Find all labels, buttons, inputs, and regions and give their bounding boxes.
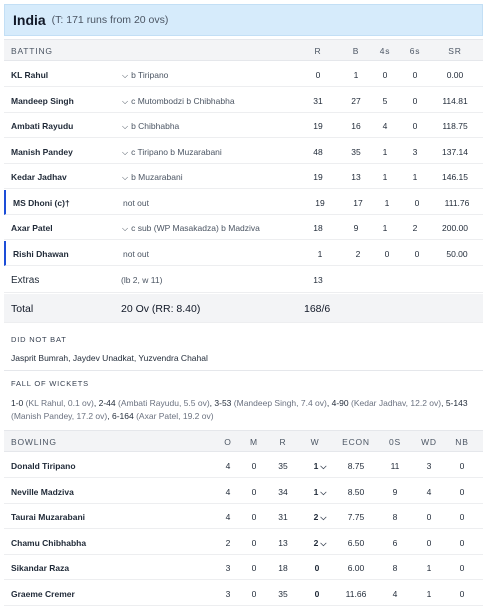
batter-row[interactable]: [4, 215, 483, 240]
dismissal-text[interactable]: [121, 70, 168, 81]
total-overs: 20 Ov (RR: 8.40): [121, 303, 201, 315]
dismissal-label: c Mutombodzi b Chibhabha: [131, 95, 235, 106]
batter-fours: 1: [382, 146, 388, 157]
bowler-economy: 6.50: [347, 537, 365, 548]
batter-sixes: 0: [412, 70, 418, 80]
batter-fours: 5: [382, 95, 388, 106]
bowler-wides: 0: [426, 537, 432, 548]
batter-name[interactable]: KL Rahul: [11, 70, 49, 80]
bowler-no-balls: 0: [459, 486, 465, 497]
batter-runs: 19: [315, 197, 325, 208]
fall-of-wickets-title: FALL OF WICKETS: [11, 379, 89, 388]
bowler-economy: 7.75: [347, 512, 365, 523]
dismissal-label: not out: [123, 248, 149, 259]
batter-strike-rate: 200.00: [442, 223, 468, 233]
bowler-row[interactable]: [4, 479, 483, 504]
col-fours: 4s: [379, 46, 391, 56]
extras-label: Extras: [11, 275, 40, 286]
bowler-no-balls: 0: [459, 589, 465, 599]
bowler-maidens: 0: [251, 537, 257, 548]
wickets-value: 0: [314, 563, 320, 574]
batter-runs: 18: [313, 223, 323, 233]
bowler-wickets: [297, 589, 337, 599]
batter-strike-rate: 118.75: [442, 121, 468, 131]
batter-balls: 1: [353, 70, 359, 80]
bowler-dots: 8: [392, 563, 398, 574]
batter-name[interactable]: Kedar Jadhav: [11, 172, 67, 182]
batter-runs: 31: [313, 95, 323, 106]
wicket-item: 3-53 (Mandeep Singh, 7.4 ov),: [214, 398, 332, 408]
bowler-wides: 3: [426, 461, 432, 471]
extras-value: 13: [313, 275, 323, 285]
batter-sixes: 0: [412, 95, 418, 106]
bowler-overs: 4: [225, 486, 231, 497]
wicket-detail: (Axar Patel, 19.2 ov): [136, 411, 214, 421]
dismissal-text[interactable]: [121, 172, 183, 183]
extras-detail: (lb 2, w 11): [121, 275, 163, 285]
chevron-down-icon[interactable]: ⌵: [122, 224, 129, 233]
col-maidens: M: [250, 437, 258, 447]
batter-strike-rate: 111.76: [444, 197, 470, 208]
bowler-no-balls: 0: [459, 461, 465, 471]
col-no-balls: NB: [455, 437, 469, 447]
batter-sixes: 0: [412, 121, 418, 131]
wicket-score: 5-143: [445, 398, 468, 408]
bowler-row[interactable]: [4, 555, 483, 580]
batter-name[interactable]: Rishi Dhawan: [13, 248, 69, 259]
bowling-header: [4, 430, 483, 452]
chevron-down-icon[interactable]: ⌵: [122, 147, 129, 157]
did-not-bat-players: Jasprit Bumrah, Jaydev Unadkat, Yuzvendra Chahal: [11, 353, 208, 363]
batting-title: BATTING: [11, 46, 53, 56]
wickets-value: 0: [314, 589, 320, 599]
batter-sixes: 2: [412, 223, 418, 233]
team-name: India: [13, 12, 46, 28]
wicket-score: 6-164: [111, 411, 134, 421]
batter-row[interactable]: [4, 164, 483, 189]
wicket-detail: (Ambati Rayudu, 5.5 ov): [118, 398, 210, 408]
bowler-overs: 2: [225, 537, 231, 548]
batter-fours: 1: [384, 197, 390, 208]
batter-fours: 4: [382, 121, 388, 131]
batter-balls: 16: [351, 121, 361, 131]
dismissal-text[interactable]: [121, 121, 179, 132]
batter-strike-rate: 146.15: [442, 172, 468, 182]
bowler-overs: 3: [225, 589, 231, 599]
fall-of-wickets-list: [11, 397, 479, 423]
chevron-down-icon[interactable]: ⌵: [320, 462, 327, 471]
batter-name[interactable]: Axar Patel: [11, 223, 53, 233]
batter-name[interactable]: Ambati Rayudu: [11, 121, 74, 131]
batter-name[interactable]: Mandeep Singh: [11, 95, 74, 106]
chevron-down-icon[interactable]: ⌵: [122, 71, 129, 80]
dismissal-label: b Chibhabha: [131, 121, 180, 131]
total-label: Total: [11, 303, 34, 315]
dismissal-text: [123, 198, 149, 208]
batter-balls: 27: [351, 95, 361, 106]
wicket-item: [112, 411, 214, 421]
dismissal-label: c sub (WP Masakadza) b Madziva: [131, 223, 260, 233]
batter-sixes: 0: [414, 197, 420, 208]
batter-fours: 0: [384, 248, 390, 259]
bowler-maidens: 0: [251, 589, 257, 599]
dismissal-text[interactable]: [121, 223, 260, 234]
bowler-economy: 11.66: [345, 589, 367, 599]
col-wickets: W: [310, 437, 320, 447]
batter-runs: 48: [313, 146, 323, 157]
col-dots: 0S: [389, 437, 401, 447]
wickets-value: 2: [313, 537, 319, 548]
bowler-name[interactable]: Taurai Muzarabani: [11, 512, 85, 523]
batter-balls: 13: [351, 172, 361, 182]
wicket-item: 5-143 (Manish Pandey, 17.2 ov),: [11, 398, 468, 421]
batter-strike-rate: 0.00: [446, 70, 464, 80]
batter-strike-rate: 114.81: [442, 95, 468, 106]
batter-row[interactable]: [4, 190, 483, 215]
extras-row: [4, 268, 483, 293]
bowler-wickets[interactable]: [300, 538, 340, 549]
bowler-wickets: [297, 563, 337, 573]
bowler-dots: 8: [392, 512, 398, 523]
wicket-item: 2-44 (Ambati Rayudu, 5.5 ov),: [98, 398, 215, 408]
bowler-no-balls: 0: [459, 563, 465, 574]
col-runs-conceded: R: [279, 437, 287, 447]
batter-name[interactable]: Manish Pandey: [11, 146, 73, 157]
batter-fours: 1: [382, 172, 388, 182]
batter-balls: 35: [351, 146, 361, 157]
wicket-score: 1-0: [11, 398, 24, 408]
chevron-down-icon[interactable]: ⌵: [122, 96, 129, 106]
chevron-down-icon[interactable]: ⌵: [320, 487, 327, 497]
bowler-row[interactable]: [4, 581, 483, 606]
bowler-row[interactable]: [4, 453, 483, 478]
col-balls: B: [352, 46, 360, 56]
wicket-score: 3-53: [214, 398, 232, 408]
batter-balls: 9: [353, 223, 359, 233]
chevron-down-icon[interactable]: ⌵: [122, 173, 129, 182]
bowler-runs: 13: [278, 537, 288, 548]
chevron-down-icon[interactable]: ⌵: [122, 122, 129, 131]
batter-runs: 1: [317, 248, 323, 259]
chevron-down-icon[interactable]: ⌵: [320, 513, 327, 523]
bowler-maidens: 0: [251, 512, 257, 523]
col-strike-rate: SR: [448, 46, 462, 56]
bowler-maidens: 0: [251, 461, 257, 471]
total-row: [4, 294, 483, 323]
dismissal-label: not out: [123, 197, 149, 208]
batter-row[interactable]: [4, 139, 483, 164]
col-wides: WD: [421, 437, 437, 447]
bowler-dots: 9: [392, 486, 398, 497]
batter-sixes: 0: [414, 248, 420, 259]
bowler-wickets[interactable]: [300, 461, 340, 472]
bowler-runs: 18: [278, 563, 288, 574]
bowler-economy: 8.50: [347, 486, 365, 497]
bowler-name[interactable]: Sikandar Raza: [11, 563, 70, 574]
col-runs: R: [314, 46, 322, 56]
bowler-economy: 8.75: [347, 461, 365, 471]
wicket-detail: (Manish Pandey, 17.2 ov): [11, 411, 108, 421]
bowler-wickets[interactable]: [300, 512, 340, 523]
bowler-wickets[interactable]: [300, 487, 340, 498]
batting-header: [4, 39, 483, 61]
dismissal-label: c Tiripano b Muzarabani: [131, 146, 222, 157]
batter-name[interactable]: MS Dhoni (c)†: [13, 197, 70, 208]
target-text: (T: 171 runs from 20 ovs): [51, 14, 169, 26]
bowler-wides: 4: [426, 486, 432, 497]
total-score: 168/6: [304, 303, 331, 315]
bowler-no-balls: 0: [459, 512, 465, 523]
chevron-down-icon[interactable]: ⌵: [320, 538, 327, 548]
bowler-economy: 6.00: [347, 563, 365, 574]
batter-fours: 1: [382, 223, 388, 233]
bowler-overs: 4: [225, 461, 231, 471]
divider: [4, 370, 483, 371]
wicket-item: 1-0 (KL Rahul, 0.1 ov),: [11, 398, 99, 408]
bowler-maidens: 0: [251, 486, 257, 497]
bowler-name[interactable]: Graeme Cremer: [11, 589, 75, 599]
batter-balls: 2: [355, 248, 361, 259]
dismissal-label: b Tiripano: [131, 70, 169, 80]
batter-runs: 19: [313, 121, 323, 131]
bowler-name[interactable]: Donald Tiripano: [11, 461, 76, 471]
col-overs: O: [224, 437, 232, 447]
batter-strike-rate: 50.00: [446, 248, 468, 259]
wickets-value: 1: [313, 486, 319, 497]
bowler-name[interactable]: Neville Madziva: [11, 486, 74, 497]
bowler-dots: 6: [392, 537, 398, 548]
bowler-runs: 35: [278, 589, 288, 599]
wicket-detail: (Mandeep Singh, 7.4 ov): [233, 398, 327, 408]
bowler-wides: 1: [426, 563, 432, 574]
bowler-wides: 0: [426, 512, 432, 523]
batter-row[interactable]: [4, 62, 483, 87]
batter-runs: 0: [315, 70, 321, 80]
bowler-overs: 3: [225, 563, 231, 574]
col-sixes: 6s: [409, 46, 421, 56]
dismissal-text[interactable]: [121, 147, 222, 158]
batter-sixes: 3: [412, 146, 418, 157]
batter-strike-rate: 137.14: [442, 146, 468, 157]
batter-fours: 0: [382, 70, 388, 80]
wicket-score: 4-90: [331, 398, 349, 408]
bowler-row[interactable]: [4, 504, 483, 529]
innings-header: [4, 4, 483, 36]
dismissal-text[interactable]: [121, 96, 235, 107]
bowler-wides: 1: [426, 589, 432, 599]
bowler-no-balls: 0: [459, 537, 465, 548]
bowler-row[interactable]: [4, 530, 483, 555]
wickets-value: 1: [313, 461, 319, 471]
col-economy: ECON: [342, 437, 370, 447]
bowling-title: BOWLING: [11, 437, 57, 447]
bowler-runs: 34: [278, 486, 288, 497]
bowler-runs: 35: [278, 461, 288, 471]
bowler-name[interactable]: Chamu Chibhabha: [11, 537, 87, 548]
wicket-score: 2-44: [98, 398, 116, 408]
batter-row[interactable]: [4, 241, 483, 266]
batter-row[interactable]: [4, 113, 483, 138]
dismissal-label: b Muzarabani: [131, 172, 183, 182]
batter-runs: 19: [313, 172, 323, 182]
wickets-value: 2: [313, 512, 319, 523]
wicket-detail: (KL Rahul, 0.1 ov): [25, 398, 94, 408]
bowler-dots: 4: [392, 589, 398, 599]
bowler-runs: 31: [278, 512, 288, 523]
bowler-maidens: 0: [251, 563, 257, 574]
batter-sixes: 1: [412, 172, 418, 182]
bowler-overs: 4: [225, 512, 231, 523]
dismissal-text: [123, 249, 149, 259]
batter-balls: 17: [353, 197, 363, 208]
did-not-bat-title: DID NOT BAT: [11, 335, 67, 344]
wicket-detail: (Kedar Jadhav, 12.2 ov): [351, 398, 442, 408]
batter-row[interactable]: [4, 88, 483, 113]
wicket-item: 4-90 (Kedar Jadhav, 12.2 ov),: [331, 398, 446, 408]
bowler-dots: 11: [390, 461, 400, 471]
